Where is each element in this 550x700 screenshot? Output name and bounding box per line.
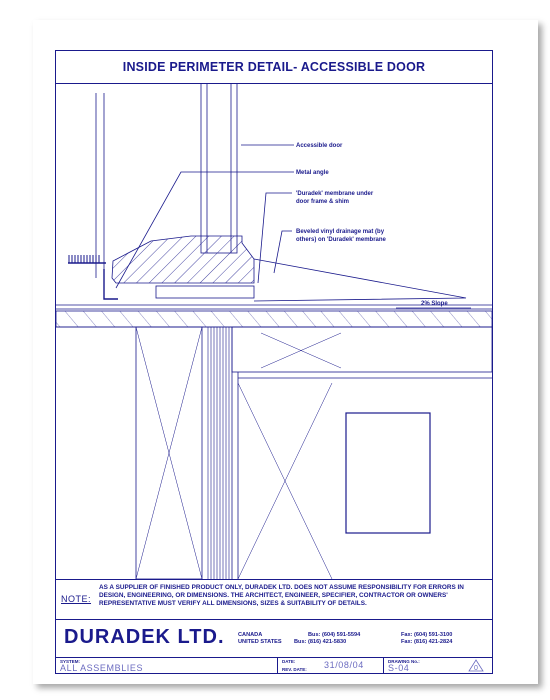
revision-triangle-icon — [468, 659, 484, 672]
callout-door: Accessible door — [296, 143, 343, 149]
fax-canada: Fax: (604) 591-3100 — [401, 632, 453, 638]
rev-date-label: REV. DATE: — [282, 667, 307, 672]
door-frame-threshold — [112, 236, 254, 283]
shim-block — [156, 286, 254, 298]
beveled-drainage-mat — [254, 259, 466, 301]
date-label: DATE: — [282, 659, 296, 664]
note-label: NOTE: — [61, 594, 92, 604]
callout-membrane-1: 'Duradek' membrane under — [296, 191, 374, 197]
detail-drawing — [56, 83, 492, 579]
drawing-number-value: S-04 — [388, 663, 410, 673]
disclaimer-note — [56, 579, 492, 620]
system-cell — [56, 658, 278, 674]
country-canada: CANADA — [238, 632, 263, 638]
callout-angle: Metal angle — [296, 170, 329, 176]
date-value: 31/08/04 — [324, 660, 364, 670]
drawing-title-text: INSIDE PERIMETER DETAIL- ACCESSIBLE DOOR — [122, 60, 426, 74]
plywood-sheathing — [56, 311, 492, 327]
company-name: DURADEK LTD. — [64, 626, 225, 648]
title-block-frame — [55, 50, 493, 674]
double-stud — [208, 327, 229, 579]
drawing-info-row — [56, 657, 492, 674]
callout-mat-2: others) on 'Duradek' membrane — [296, 237, 386, 243]
drawing-number-cell — [384, 658, 492, 674]
country-us: UNITED STATES — [238, 639, 282, 645]
callout-mat-1: Beveled vinyl drainage mat (by — [296, 229, 385, 235]
detail-svg — [56, 83, 492, 579]
system-value: ALL ASSEMBLIES — [60, 663, 144, 673]
bus-phone-us: Bus: (816) 421-5830 — [294, 639, 347, 645]
drawing-number-label: DRAWING No.: — [388, 659, 420, 664]
company-block — [56, 619, 492, 658]
bus-phone-canada: Bus: (604) 591-5594 — [308, 632, 361, 638]
accessible-door-panel — [201, 83, 237, 253]
window-opening — [346, 413, 430, 533]
drawing-title — [56, 51, 492, 84]
callout-slope: 2% Slope — [421, 301, 448, 307]
callout-membrane-2: door frame & shim — [296, 199, 350, 205]
revision-number: 0 — [474, 665, 478, 672]
rim-joist — [232, 327, 492, 372]
date-cell — [278, 658, 384, 674]
note-text: AS A SUPPLIER OF FINISHED PRODUCT ONLY, DURADEK LTD. DOES NOT ASSUME RESPONSIBILITY FOR ERRORS IN DESIGN, ENGINEERING, OR DIMENSIONS. THE ARCHITECT, ENGINEER, SPECIFIER, CONTRACTOR OR OWNERS' REPRESENTATIVE MUST VERIFY ALL DIMENSIONS, SIZES & SUITABILITY OF DETAILS. — [99, 584, 464, 607]
system-label: SYSTEM: — [60, 659, 81, 664]
fax-us: Fax: (816) 421-2824 — [401, 639, 453, 645]
leader-mat — [274, 231, 292, 273]
carpet-edge — [68, 255, 106, 263]
